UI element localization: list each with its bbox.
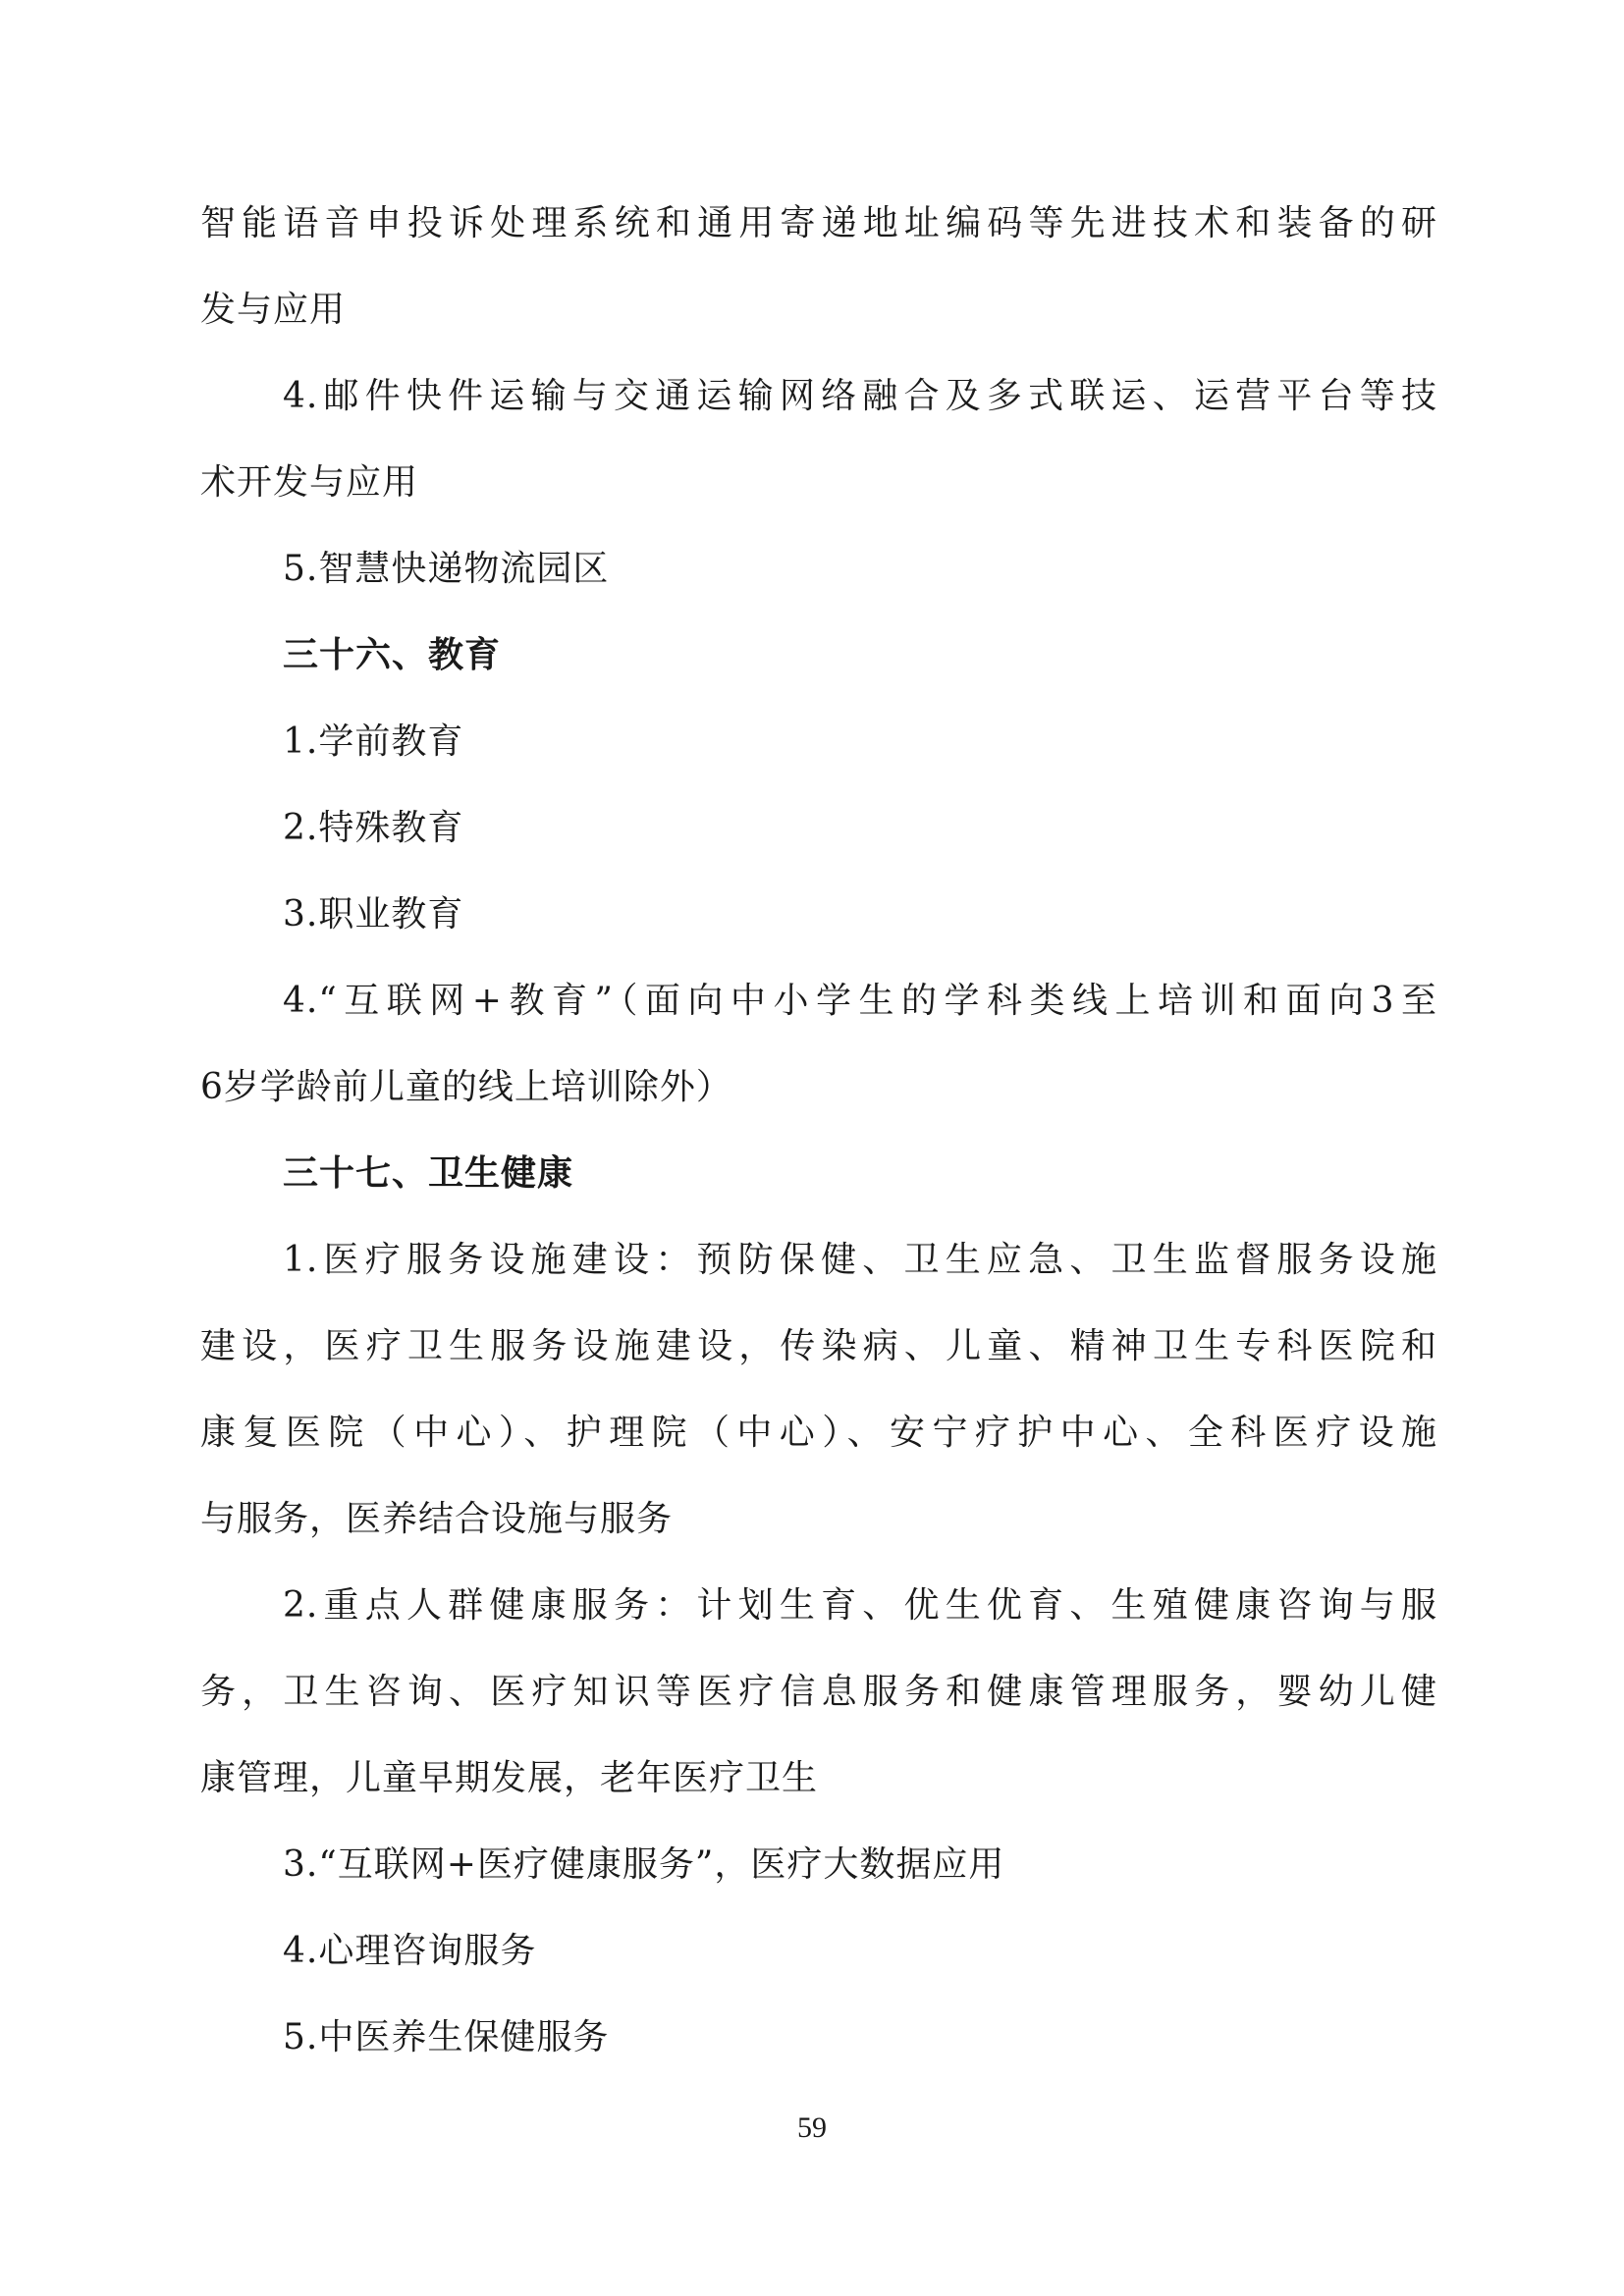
list-item-line: 5.智慧快递物流园区 — [283, 549, 610, 589]
list-item-line: 康管理，儿童早期发展，老年医疗卫生 — [200, 1758, 819, 1798]
list-item-line: 6岁学龄前儿童的线上培训除外） — [200, 1067, 732, 1107]
list-item-line: 5.中医养生保健服务 — [283, 2017, 610, 2057]
page-number: 59 — [797, 2111, 827, 2144]
paragraph-line: 发与应用 — [200, 290, 347, 330]
section-heading: 三十六、教育 — [283, 635, 502, 675]
list-item-line: 术开发与应用 — [200, 462, 419, 503]
list-item-line: 2.特殊教育 — [283, 808, 464, 848]
list-item-line: 1.学前教育 — [283, 721, 464, 762]
list-item-line: 4.邮件快件运输与交通运输网络融合及多式联运、运营平台等技 — [283, 376, 1437, 416]
list-item-line: 康复医院（中心）、护理院（中心）、安宁疗护中心、全科医疗设施 — [200, 1413, 1437, 1453]
list-item-line: 建设，医疗卫生服务设施建设，传染病、儿童、精神卫生专科医院和 — [200, 1326, 1437, 1366]
list-item-line: 2.重点人群健康服务：计划生育、优生优育、生殖健康咨询与服 — [283, 1585, 1437, 1626]
list-item-line: 3.“互联网+医疗健康服务”，医疗大数据应用 — [283, 1844, 1005, 1885]
list-item-line: 1.医疗服务设施建设：预防保健、卫生应急、卫生监督服务设施 — [283, 1240, 1437, 1280]
list-item-line: 4.“互联网+教育”（面向中小学生的学科类线上培训和面向3至 — [283, 981, 1437, 1021]
list-item-line: 4.心理咨询服务 — [283, 1931, 537, 1971]
list-item-line: 与服务，医养结合设施与服务 — [200, 1499, 674, 1539]
list-item-line: 务，卫生咨询、医疗知识等医疗信息服务和健康管理服务，婴幼儿健 — [200, 1672, 1437, 1712]
paragraph-line: 智能语音申投诉处理系统和通用寄递地址编码等先进技术和装备的研 — [200, 203, 1437, 243]
section-heading: 三十七、卫生健康 — [283, 1153, 574, 1194]
list-item-line: 3.职业教育 — [283, 894, 464, 934]
